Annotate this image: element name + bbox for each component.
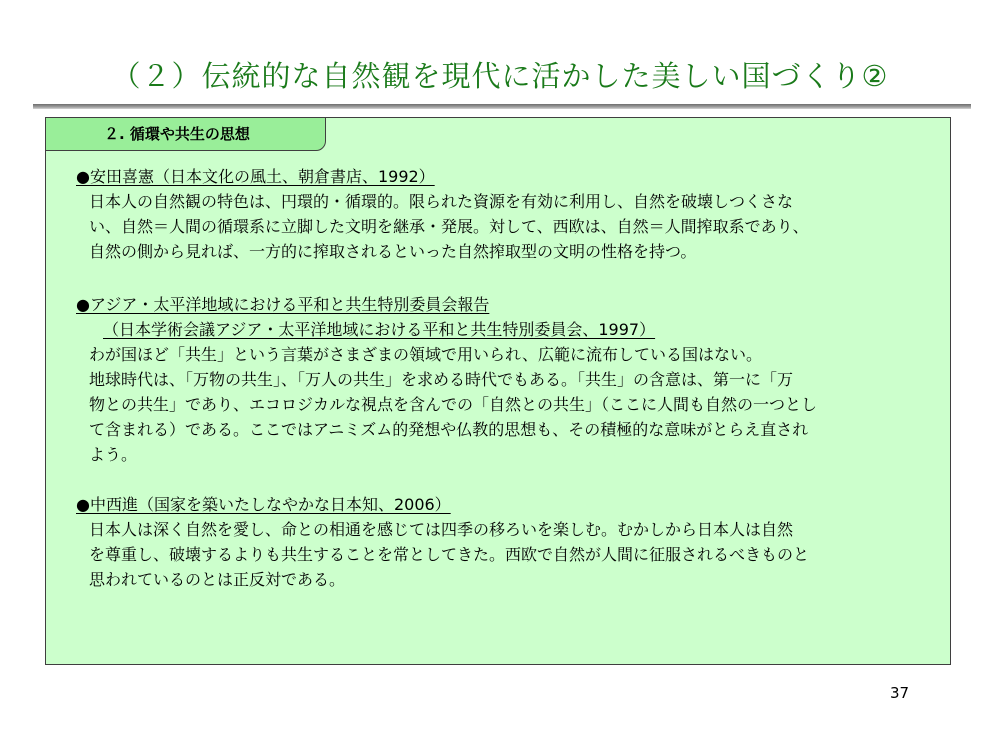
reference-title: ●中西進（国家を築いたしなやかな日本知、2006）: [76, 495, 451, 514]
reference-line: よう。: [89, 445, 138, 464]
reference-line: わが国ほど「共生」という言葉がさまざまの領域で用いられ、広範に流布している国はない。: [89, 345, 762, 364]
section-heading-tab: [45, 117, 326, 151]
reference-line: 思われているのとは正反対である。: [89, 570, 346, 589]
page-number: 37: [890, 684, 910, 702]
slide-title: （２）伝統的な自然観を現代に活かした美しい国づくり②: [111, 59, 889, 93]
section-heading: ２. 循環や共生の思想: [104, 125, 250, 143]
reference-scj-report: [76, 292, 817, 467]
reference-yasuda: [76, 164, 809, 264]
reference-line: 日本人の自然観の特色は、円環的・循環的。限られた資源を有効に利用し、自然を破壊しつくさな: [89, 192, 794, 211]
reference-subtitle: （日本学術会議アジア・太平洋地域における平和と共生特別委員会、1997）: [103, 320, 656, 339]
reference-nakanishi: [76, 492, 809, 592]
title-divider: [33, 104, 971, 109]
reference-line: て含まれる）である。ここではアニミズム的発想や仏教的思想も、その積極的な意味がとらえ直され: [89, 420, 809, 439]
reference-title: ●アジア・太平洋地域における平和と共生特別委員会報告: [76, 295, 490, 314]
reference-title: ●安田喜憲（日本文化の風土、朝倉書店、1992）: [76, 167, 435, 186]
reference-line: い、自然＝人間の循環系に立脚した文明を継承・発展。対して、西欧は、自然＝人間搾取系であり、: [89, 217, 809, 236]
reference-line: 日本人は深く自然を愛し、命との相通を感じては四季の移ろいを楽しむ。むかしから日本人は自然: [89, 520, 794, 539]
reference-line: 地球時代は、「万物の共生」、「万人の共生」を求める時代でもある。「共生」の含意は、第一に「万: [89, 370, 794, 389]
reference-line: 自然の側から見れば、一方的に搾取されるといった自然搾取型の文明の性格を持つ。: [89, 242, 697, 261]
reference-line: 物との共生」であり、エコロジカルな視点を含んでの「自然との共生」（ここに人間も自然の一つとし: [89, 395, 818, 414]
reference-line: を尊重し、破壊するよりも共生することを常としてきた。西欧で自然が人間に征服されるべきものと: [89, 545, 810, 564]
